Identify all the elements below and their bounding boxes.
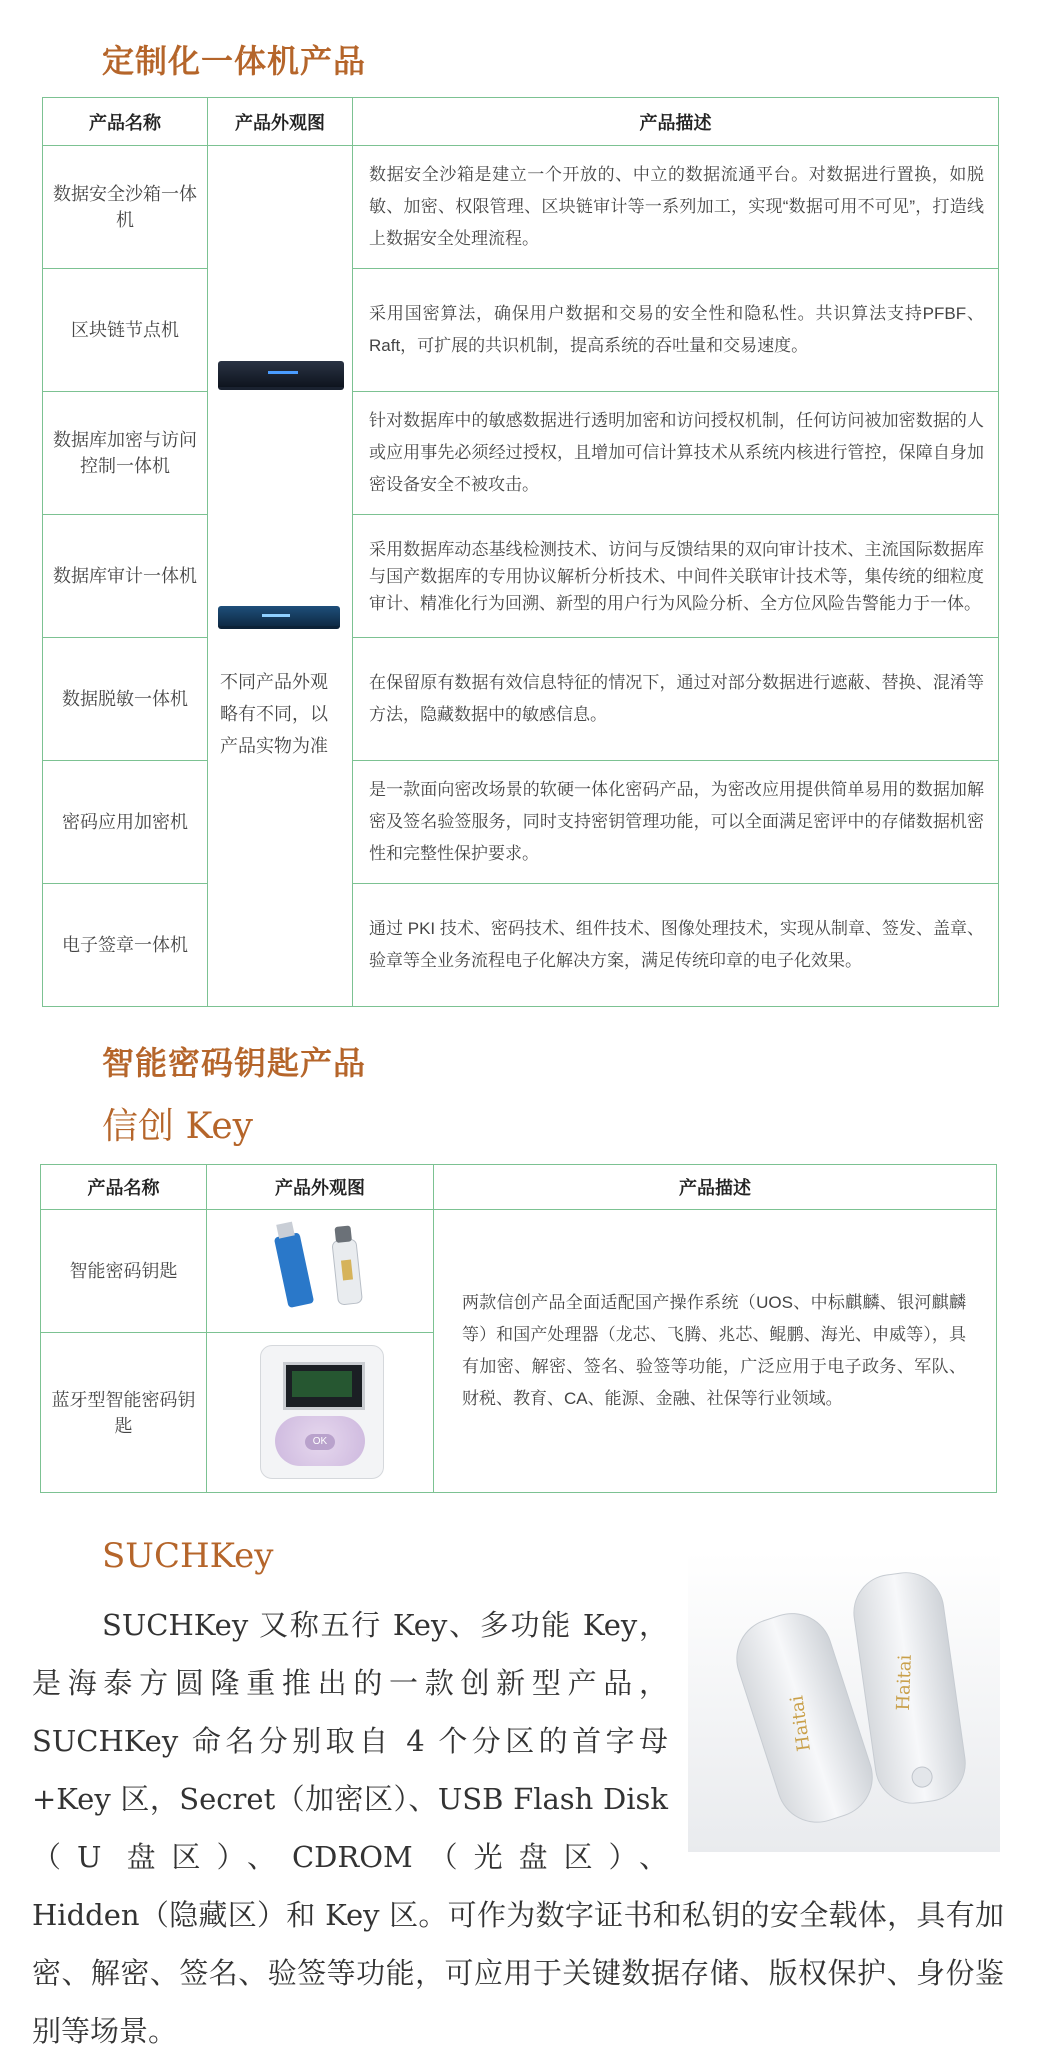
header-product-name: 产品名称 <box>41 1165 207 1210</box>
table-row <box>43 146 999 269</box>
key-desc-cell: 两款信创产品全面适配国产操作系统（UOS、中标麒麟、银河麒麟等）和国产处理器（龙芯、飞腾、兆芯、鲲鹏、海光、申威等），具有加密、解密、签名、验签等功能，广泛应用于电子政务、军队、财税、教育、CA、能源、金融、社保等行业领域。 <box>434 1210 997 1493</box>
table-row <box>43 392 999 515</box>
ok-button: OK <box>305 1434 335 1450</box>
product-name-cell: 数据脱敏一体机 <box>43 638 208 761</box>
section-title-key: 智能密码钥匙产品 <box>102 1044 367 1082</box>
product-image-cell <box>208 146 353 1007</box>
header-product-image: 产品外观图 <box>208 98 353 146</box>
usb-keys-image <box>207 1210 434 1333</box>
product-desc-cell: 通过 PKI 技术、密码技术、组件技术、图像处理技术，实现从制章、签发、盖章、验章等全业务流程电子化解决方案，满足传统印章的电子化效果。 <box>353 884 999 1007</box>
product-desc-cell: 针对数据库中的敏感数据进行透明加密和访问授权机制，任何访问被加密数据的人或应用事先必须经过授权，且增加可信计算技术从系统内核进行管控，保障自身加密设备安全不被攻击。 <box>353 392 999 515</box>
product-name-cell: 数据安全沙箱一体机 <box>43 146 208 269</box>
product-name-cell: 电子签章一体机 <box>43 884 208 1007</box>
subtitle-suchkey: SUCHKey <box>102 1536 274 1576</box>
product-name-cell: 智能密码钥匙 <box>41 1210 207 1333</box>
table-header-row <box>41 1165 997 1210</box>
table-row <box>43 515 999 638</box>
table-row <box>41 1210 997 1333</box>
image-note: 不同产品外观略有不同，以产品实物为准 <box>220 672 328 756</box>
blue-usb-key <box>274 1232 314 1308</box>
suchkey-paragraph-part1: SUCHKey 又称五行 Key、多功能 Key，是海泰方圆隆重推出的一款创新型产品，SUCHKey 命名分别取自 4 个分区的首字母 +Key 区，Secret（加密区）、USB Flash Disk（U 盘区）、CDROM（光盘区）、 <box>32 1608 668 1874</box>
header-product-image: 产品外观图 <box>207 1165 434 1210</box>
server-appliance-image <box>218 361 344 390</box>
product-desc-cell: 采用数据库动态基线检测技术、访问与反馈结果的双向审计技术、主流国际数据库与国产数据库的专用协议解析分析技术、中间件关联审计技术等，集传统的细粒度审计、精准化行为回溯、新型的用户行为风险分析、全方位风险告警能力于一体。 <box>353 515 999 638</box>
subtitle-xinchuang-key: 信创 Key <box>102 1106 254 1147</box>
section-title-allinone: 定制化一体机产品 <box>102 42 367 80</box>
network-appliance-image <box>218 606 340 629</box>
table-row <box>43 638 999 761</box>
usb-key-image-cell <box>207 1210 434 1333</box>
product-desc-cell: 数据安全沙箱是建立一个开放的、中立的数据流通平台。对数据进行置换，如脱敏、加密、权限管理、区块链审计等一系列加工，实现“数据可用不可见”，打造线上数据安全处理流程。 <box>353 146 999 269</box>
haitai-logo-right: Haitai <box>892 1654 916 1711</box>
header-product-desc: 产品描述 <box>353 98 999 146</box>
product-name-cell: 密码应用加密机 <box>43 761 208 884</box>
table-row <box>43 269 999 392</box>
product-name-cell: 数据库加密与访问控制一体机 <box>43 392 208 515</box>
table-row <box>43 884 999 1007</box>
suchkey-paragraph-part2: Hidden（隐藏区）和 Key 区。可作为数字证书和私钥的安全载体，具有加密、解密、签名、验签等功能，可应用于关键数据存储、版权保护、身份鉴别等场景。 <box>32 1898 1004 2048</box>
product-desc-cell: 采用国密算法，确保用户数据和交易的安全性和隐私性。共识算法支持PFBF、Raft，可扩展的共识机制，提高系统的吞吐量和交易速度。 <box>353 269 999 392</box>
haitai-logo-left: Haitai <box>786 1694 815 1753</box>
product-desc-cell: 在保留原有数据有效信息特征的情况下，通过对部分数据进行遮蔽、替换、混淆等方法，隐藏数据中的敏感信息。 <box>353 638 999 761</box>
product-desc-cell: 是一款面向密改场景的软硬一体化密码产品，为密改应用提供简单易用的数据加解密及签名验签服务，同时支持密钥管理功能，可以全面满足密评中的存储数据机密性和完整性保护要求。 <box>353 761 999 884</box>
table-header-row <box>43 98 999 146</box>
allinone-product-table <box>42 97 999 1007</box>
screen <box>283 1362 365 1410</box>
header-product-desc: 产品描述 <box>434 1165 997 1210</box>
bluetooth-key-image-cell <box>207 1333 434 1493</box>
table-row <box>43 761 999 884</box>
product-name-cell: 数据库审计一体机 <box>43 515 208 638</box>
suchkey-device-image <box>688 1552 1000 1852</box>
product-name-cell: 蓝牙型智能密码钥匙 <box>41 1333 207 1493</box>
bluetooth-key-image <box>260 1345 384 1479</box>
product-name-cell: 区块链节点机 <box>43 269 208 392</box>
key-product-table <box>40 1164 997 1493</box>
header-product-name: 产品名称 <box>43 98 208 146</box>
